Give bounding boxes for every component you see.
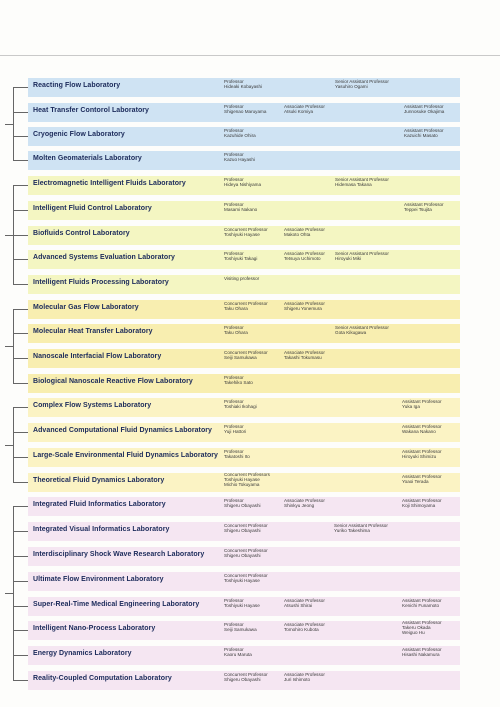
staff-entry bbox=[224, 449, 250, 459]
top-rule bbox=[0, 55, 500, 56]
bracket-connector bbox=[13, 136, 28, 137]
staff-name: Toshiyuki Hayase bbox=[224, 578, 260, 584]
staff-name: Hiroyuki Shimizu bbox=[402, 454, 437, 460]
lab-name: Intelligent Fluid Control Laboratory bbox=[33, 205, 152, 212]
staff-title: Associate Professor bbox=[284, 598, 325, 603]
staff-name: Kazuichi Masato bbox=[404, 133, 438, 139]
staff-entry bbox=[335, 79, 389, 89]
staff-title: Concurrent Professor bbox=[224, 301, 268, 306]
bracket-connector bbox=[13, 556, 28, 557]
staff-entry bbox=[284, 301, 325, 311]
staff-entry bbox=[402, 598, 442, 608]
staff-title: Assistant Professor bbox=[402, 449, 442, 454]
staff-name: Takehiko Sato bbox=[224, 380, 253, 386]
staff-title: Professor bbox=[224, 104, 244, 109]
staff-name: Wakana Nakano bbox=[402, 429, 436, 435]
staff-name: Yoaoi Terada bbox=[402, 479, 429, 485]
staff-name: Kazuhide Ohira bbox=[224, 133, 256, 139]
lab-row bbox=[28, 423, 460, 442]
lab-name: Advanced Computational Fluid Dynamics Laboratory bbox=[33, 427, 212, 434]
staff-title: Professor bbox=[224, 622, 244, 627]
staff-name: Shigeru Yonemura bbox=[284, 306, 322, 312]
staff-title: Assistant Professor bbox=[402, 399, 442, 404]
group-bracket bbox=[13, 87, 14, 160]
staff-title: Professor bbox=[224, 325, 244, 330]
lab-row bbox=[28, 151, 460, 170]
bracket-connector bbox=[13, 185, 28, 186]
staff-name: Teppei Tsujita bbox=[404, 207, 432, 213]
lab-name: Heat Transfer Contorol Laboratory bbox=[33, 107, 150, 114]
staff-title: Associate Professor bbox=[284, 672, 325, 677]
staff-title: Professor bbox=[224, 152, 244, 157]
bracket-stub bbox=[5, 445, 13, 446]
staff-name: Hideaki Kobayashi bbox=[224, 84, 263, 90]
staff-entry bbox=[224, 227, 268, 237]
bracket-connector bbox=[13, 531, 28, 532]
staff-entry bbox=[284, 598, 325, 608]
staff-entry bbox=[224, 523, 268, 533]
staff-title: Professor bbox=[224, 647, 244, 652]
lab-row bbox=[28, 547, 460, 566]
bracket-connector bbox=[13, 482, 28, 483]
staff-name: Kaoru Maruta bbox=[224, 652, 252, 658]
staff-entry bbox=[335, 251, 389, 261]
staff-title: Assistant Professor bbox=[404, 202, 444, 207]
lab-row bbox=[28, 374, 460, 393]
staff-title: Assistant Professor bbox=[402, 474, 442, 479]
lab-name: Large-Scale Environmental Fluid Dynamics Laboratory bbox=[33, 452, 218, 459]
staff-title: Assistant Professor bbox=[402, 598, 442, 603]
bracket-connector bbox=[13, 259, 28, 260]
lab-name: Complex Flow Systems Laboratory bbox=[33, 402, 152, 409]
staff-entry bbox=[224, 152, 255, 162]
lab-row bbox=[28, 572, 460, 591]
staff-name: Koji Shimoyama bbox=[402, 503, 436, 509]
lab-name: Molten Geomaterials Laboratory bbox=[33, 155, 142, 162]
staff-name: Shigeru Obayashi bbox=[224, 528, 261, 534]
lab-name: Reacting Flow Laboratory bbox=[33, 82, 121, 89]
staff-title: Concurrent Professor bbox=[224, 227, 268, 232]
lab-name: Theoretical Fluid Dynamics Laboratory bbox=[33, 477, 165, 484]
staff-name: Shigeru Obayashi bbox=[224, 677, 261, 683]
staff-name: Masami Nakano bbox=[224, 207, 258, 213]
bracket-connector bbox=[13, 630, 28, 631]
staff-entry bbox=[224, 598, 260, 608]
staff-title: Professor bbox=[224, 449, 244, 454]
staff-name: Toshiyuki Takagi bbox=[224, 256, 258, 262]
bracket-connector bbox=[13, 160, 28, 161]
lab-name: Advanced Systems Evaluation Laboratory bbox=[33, 254, 175, 261]
staff-entry bbox=[224, 350, 268, 360]
group-bracket bbox=[13, 309, 14, 383]
staff-entry bbox=[224, 672, 268, 682]
bracket-connector bbox=[13, 210, 28, 211]
staff-title: Professor bbox=[224, 251, 244, 256]
lab-name: Integrated Fluid Informatics Laboratory bbox=[33, 501, 166, 508]
staff-entry bbox=[402, 498, 442, 508]
lab-row bbox=[28, 300, 460, 319]
lab-name: Molecular Gas Flow Laboratory bbox=[33, 304, 139, 311]
staff-entry bbox=[404, 128, 444, 138]
staff-name: Michio Tokuyama bbox=[224, 482, 260, 488]
staff-title: Professor bbox=[224, 498, 244, 503]
staff-entry bbox=[402, 474, 442, 484]
staff-title: Senior Assistant Professor bbox=[335, 325, 389, 330]
staff-name: Atsuki Komiya bbox=[284, 109, 314, 115]
staff-name: Weiguo Hu bbox=[402, 630, 425, 636]
lab-name: Biological Nanoscale Reactive Flow Laboratory bbox=[33, 378, 193, 385]
staff-title: Associate Professor bbox=[284, 104, 325, 109]
lab-row bbox=[28, 597, 460, 616]
staff-title: Professor bbox=[224, 598, 244, 603]
lab-row bbox=[28, 522, 460, 541]
staff-entry bbox=[224, 399, 257, 409]
bracket-connector bbox=[13, 333, 28, 334]
staff-title: Senior Assistant Professor bbox=[335, 177, 389, 182]
bracket-connector bbox=[13, 680, 28, 681]
staff-name: Toshiyuki Hayase bbox=[224, 603, 260, 609]
staff-name: Takashi Tokumasu bbox=[284, 355, 322, 361]
staff-name: Gota Kikugawa bbox=[335, 330, 367, 336]
lab-row bbox=[28, 621, 460, 640]
lab-name: Reality-Coupled Computation Laboratory bbox=[33, 675, 172, 682]
staff-entry bbox=[284, 227, 325, 237]
staff-name: Toshiyuki Hayase bbox=[224, 232, 260, 238]
lab-name: Electromagnetic Intelligent Fluids Laboratory bbox=[33, 180, 186, 187]
staff-entry bbox=[284, 251, 325, 261]
staff-title: Assistant Professor bbox=[404, 128, 444, 133]
staff-entry bbox=[335, 177, 389, 187]
lab-row bbox=[28, 176, 460, 195]
staff-title: Professor bbox=[224, 202, 244, 207]
staff-title: Associate Professor bbox=[284, 498, 325, 503]
staff-name: Kazuo Hayashi bbox=[224, 157, 255, 163]
staff-title: Assistant Professor bbox=[404, 104, 444, 109]
staff-title: Assistant Professor bbox=[402, 620, 442, 625]
staff-name: Tetsuya Uchimoto bbox=[284, 256, 321, 262]
lab-row bbox=[28, 497, 460, 516]
staff-entry bbox=[335, 325, 389, 335]
staff-title: Professor bbox=[224, 177, 244, 182]
bracket-stub bbox=[5, 593, 13, 594]
lab-row bbox=[28, 448, 460, 467]
staff-entry bbox=[224, 276, 259, 281]
lab-name: Intelligent Fluids Processing Laboratory bbox=[33, 279, 169, 286]
staff-title: Associate Professor bbox=[284, 350, 325, 355]
staff-entry bbox=[224, 424, 246, 434]
staff-name: Kenichi Funamoto bbox=[402, 603, 440, 609]
staff-entry bbox=[224, 472, 270, 488]
staff-entry bbox=[404, 202, 444, 212]
staff-name: Makoto Ohta bbox=[284, 232, 311, 238]
lab-name: Ultimate Flow Environment Laboratory bbox=[33, 576, 164, 583]
staff-name: Yasuhiro Ogami bbox=[335, 84, 368, 90]
staff-entry bbox=[224, 325, 248, 335]
staff-title: Concurrent Professor bbox=[224, 573, 268, 578]
bracket-connector bbox=[13, 506, 28, 507]
staff-title: Senior Assistant Professor bbox=[335, 79, 389, 84]
lab-row bbox=[28, 78, 460, 97]
group-bracket bbox=[13, 407, 14, 482]
staff-title: Assistant Professor bbox=[402, 647, 442, 652]
bracket-connector bbox=[13, 606, 28, 607]
staff-name: Hideya Nishiyama bbox=[224, 182, 262, 188]
staff-entry bbox=[224, 647, 252, 657]
lab-name: Nanoscale Interfacial Flow Laboratory bbox=[33, 353, 162, 360]
staff-title: Assistant Professor bbox=[402, 424, 442, 429]
staff-entry bbox=[224, 573, 268, 583]
lab-name: Interdisciplinary Shock Wave Research Laboratory bbox=[33, 551, 205, 558]
staff-entry bbox=[224, 128, 256, 138]
staff-entry bbox=[284, 498, 325, 508]
staff-name: Hiroyuki Miki bbox=[335, 256, 362, 262]
staff-entry bbox=[402, 399, 442, 409]
lab-row bbox=[28, 324, 460, 343]
staff-title: Senior Assistant Professor bbox=[334, 523, 388, 528]
lab-row bbox=[28, 646, 460, 665]
bracket-connector bbox=[13, 235, 28, 236]
staff-name: Toshiyuki Hayase bbox=[224, 477, 260, 483]
staff-title: Associate Professor bbox=[284, 251, 325, 256]
staff-title: Senior Assistant Professor bbox=[335, 251, 389, 256]
bracket-stub bbox=[5, 235, 13, 236]
lab-name: Molecular Heat Transfer Laboratory bbox=[33, 328, 153, 335]
staff-title: Visiting professor bbox=[224, 276, 260, 281]
staff-title: Concurrent Professor bbox=[224, 350, 268, 355]
bracket-connector bbox=[13, 383, 28, 384]
bracket-connector bbox=[13, 407, 28, 408]
staff-entry bbox=[224, 202, 257, 212]
staff-name: Yuriko Takeshima bbox=[334, 528, 370, 534]
staff-name: Hidemasa Takana bbox=[335, 182, 372, 188]
staff-entry bbox=[224, 375, 253, 385]
staff-name: Toshiaki Ikohagi bbox=[224, 404, 257, 410]
staff-entry bbox=[402, 424, 442, 434]
staff-name: Shigeru Obayashi bbox=[224, 553, 261, 559]
staff-name: Shinkyu Jeong bbox=[284, 503, 315, 509]
staff-title: Associate Professor bbox=[284, 622, 325, 627]
staff-entry bbox=[402, 449, 442, 459]
bracket-connector bbox=[13, 284, 28, 285]
staff-entry bbox=[224, 622, 257, 632]
staff-name: Atsushi Shirai bbox=[284, 603, 313, 609]
group-bracket bbox=[13, 506, 14, 680]
lab-row bbox=[28, 275, 460, 294]
staff-title: Concurrent Professor bbox=[224, 523, 268, 528]
staff-name: Shigenao Maruyama bbox=[224, 109, 267, 115]
staff-entry bbox=[224, 251, 257, 261]
staff-entry bbox=[402, 620, 442, 636]
staff-name: Seiji Samukawa bbox=[224, 627, 257, 633]
staff-title: Concurrent Professor bbox=[224, 548, 268, 553]
staff-entry bbox=[224, 177, 261, 187]
lab-row bbox=[28, 349, 460, 368]
bracket-stub bbox=[5, 346, 13, 347]
staff-name: Yuka Iga bbox=[402, 404, 420, 410]
staff-entry bbox=[402, 647, 442, 657]
lab-row bbox=[28, 398, 460, 417]
lab-name: Super-Real-Time Medical Engineering Laboratory bbox=[33, 601, 200, 608]
staff-title: Assistant Professor bbox=[402, 498, 442, 503]
staff-name: Tomohiro Kubota bbox=[284, 627, 319, 633]
staff-name: Seiji Samukawa bbox=[224, 355, 257, 361]
lab-name: Biofluids Control Laboratory bbox=[33, 230, 130, 237]
lab-row bbox=[28, 103, 460, 122]
lab-name: Energy Dynamics Laboratory bbox=[33, 650, 132, 657]
staff-name: Junnosuke Okajima bbox=[404, 109, 445, 115]
staff-title: Concurrent Professors bbox=[224, 472, 270, 477]
lab-row bbox=[28, 201, 460, 220]
staff-entry bbox=[224, 79, 262, 89]
staff-title: Professor bbox=[224, 399, 244, 404]
bracket-connector bbox=[13, 581, 28, 582]
staff-entry bbox=[334, 523, 388, 533]
bracket-stub bbox=[5, 124, 13, 125]
staff-name: Hisashi Nakamura bbox=[402, 652, 440, 658]
lab-name: Cryogenic Flow Laboratory bbox=[33, 131, 125, 138]
bracket-connector bbox=[13, 655, 28, 656]
lab-row bbox=[28, 226, 460, 245]
staff-name: Shigeru Obayashi bbox=[224, 503, 261, 509]
staff-name: Yuji Hattori bbox=[224, 429, 247, 435]
staff-name: Takeru Okada bbox=[402, 625, 431, 631]
staff-title: Professor bbox=[224, 424, 244, 429]
staff-name: Takatoshi Ito bbox=[224, 454, 250, 460]
staff-name: Taku Ohara bbox=[224, 306, 248, 312]
staff-title: Professor bbox=[224, 375, 244, 380]
staff-name: Taku Ohara bbox=[224, 330, 248, 336]
staff-entry bbox=[404, 104, 444, 114]
bracket-connector bbox=[13, 457, 28, 458]
staff-title: Professor bbox=[224, 128, 244, 133]
lab-row bbox=[28, 250, 460, 269]
staff-entry bbox=[224, 498, 261, 508]
bracket-connector bbox=[13, 112, 28, 113]
staff-entry bbox=[284, 104, 325, 114]
staff-title: Associate Professor bbox=[284, 227, 325, 232]
bracket-connector bbox=[13, 432, 28, 433]
lab-row bbox=[28, 127, 460, 146]
staff-entry bbox=[224, 301, 268, 311]
staff-title: Professor bbox=[224, 79, 244, 84]
staff-entry bbox=[284, 350, 325, 360]
lab-name: Intelligent Nano-Process Laboratory bbox=[33, 625, 156, 632]
lab-row bbox=[28, 671, 460, 690]
lab-row bbox=[28, 473, 460, 492]
staff-entry bbox=[224, 104, 266, 114]
staff-name: Juri Ishimoto bbox=[284, 677, 311, 683]
bracket-connector bbox=[13, 309, 28, 310]
staff-title: Concurrent Professor bbox=[224, 672, 268, 677]
staff-entry bbox=[224, 548, 268, 558]
bracket-connector bbox=[13, 87, 28, 88]
bracket-connector bbox=[13, 358, 28, 359]
staff-entry bbox=[284, 622, 325, 632]
staff-entry bbox=[284, 672, 325, 682]
lab-name: Integrated Visual Informatics Laboratory bbox=[33, 526, 170, 533]
staff-title: Associate Professor bbox=[284, 301, 325, 306]
